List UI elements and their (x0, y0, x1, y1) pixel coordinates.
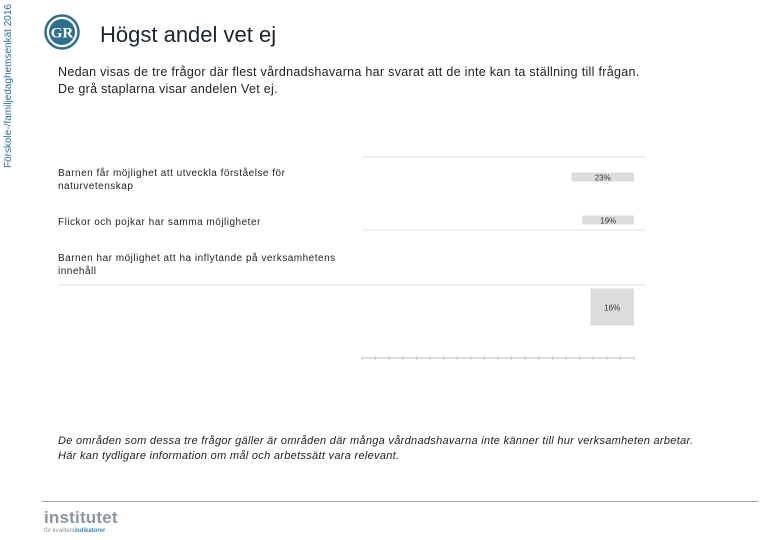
gr-logo-text: GR (50, 25, 74, 42)
footer-line-2: Här kan tydligare information om mål och arbetssätt vara relevant. (58, 450, 400, 462)
footer-line-1: De områden som dessa tre frågor gäller är områden där många vårdnadshavarna inte känner till hur verksamheten arbetar. (58, 435, 694, 447)
intro-line-2: De grå staplarna visar andelen Vet ej. (58, 82, 278, 96)
side-label-text: Förskole-/familjedaghemsenkät 2016 (3, 4, 14, 168)
page-title: Högst andel vet ej (100, 22, 277, 47)
institutet-logo (44, 509, 118, 535)
institutet-name: institutet (44, 508, 118, 527)
category-label-2: Flickor och pojkar har samma möjligheter (58, 217, 261, 228)
footer-divider (42, 501, 758, 502)
bar-value-label-2: 19% (600, 216, 617, 226)
bar-value-label-1: 23% (594, 173, 611, 183)
category-label-1: Barnen får möjlighet att utveckla förståelse för naturvetenskap (58, 168, 286, 192)
category-label-3: Barnen har möjlighet att ha inflytande på verksamhetens innehåll (58, 253, 336, 277)
intro-line-1: Nedan visas de tre frågor där flest vårdnadshavarna har svarat att de inte kan ta ställning till frågan. (58, 65, 640, 79)
institutet-subtitle (44, 527, 118, 535)
bar-value-label-3: 16% (604, 303, 621, 313)
institutet-sub-b: indikatorer (74, 528, 106, 534)
footer-text (58, 434, 748, 464)
institutet-sub-a: för kvalitets (44, 528, 75, 534)
